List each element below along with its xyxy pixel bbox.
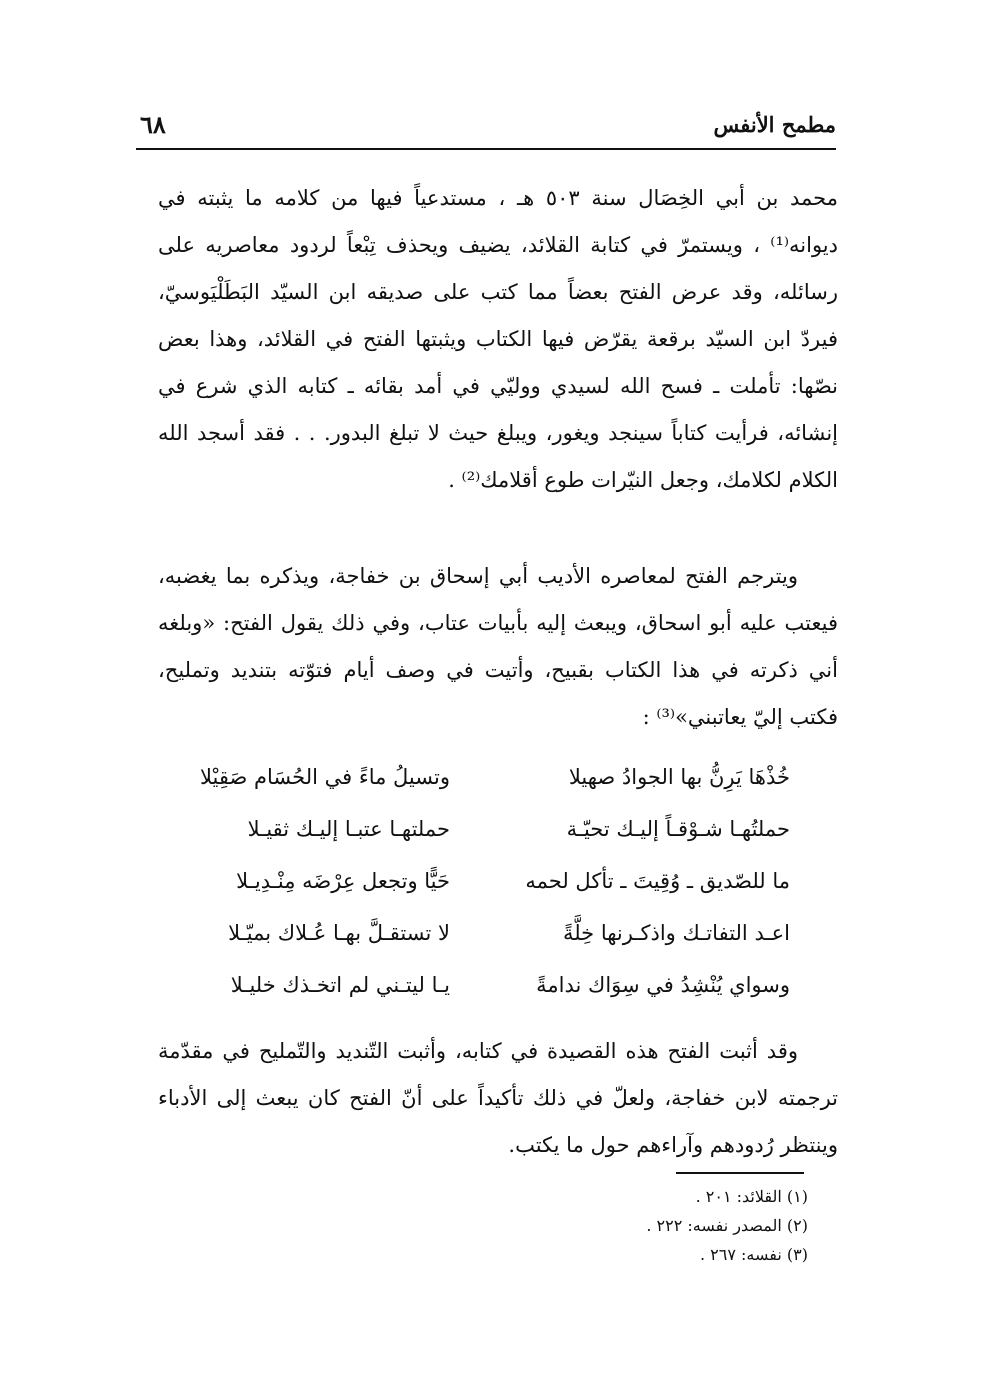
poem [150, 765, 790, 1025]
footnote: (٢) المصدر نفسه: ٢٢٢ . [646, 1216, 808, 1235]
poem-verse [150, 817, 790, 869]
verse-first-hemistich: حملتُهـا شـوْقـاً إليـك تحيّـة [566, 817, 790, 841]
poem-verse [150, 765, 790, 817]
verse-second-hemistich: لا تستقـلَّ بهـا عُـلاك بميّـلا [228, 921, 450, 945]
verse-first-hemistich: اعـد التفاتـك واذكـرنها خِلَّةً [562, 921, 790, 945]
verse-second-hemistich: وتسيلُ ماءً في الحُسَام صَقِيْلا [200, 765, 450, 789]
footnote: (١) القلائد: ٢٠١ . [695, 1187, 808, 1206]
footnote: (٣) نفسه: ٢٦٧ . [700, 1245, 808, 1264]
verse-first-hemistich: وسواي يُنْشِدُ في سِوَاك ندامةً [536, 973, 790, 997]
verse-first-hemistich: خُذْهَا يَرِنُّ بها الجوادُ صهيلا [568, 765, 790, 789]
page-title: مطمح الأنفس [713, 112, 836, 137]
poem-verse [150, 973, 790, 1025]
verse-second-hemistich: حملتهـا عتبـا إليـك ثقيـلا [247, 817, 450, 841]
paragraph-2: ويترجم الفتح لمعاصره الأديب أبي إسحاق بن خفاجة، ويذكره بما يغضبه، فيعتب عليه أبو اسحاق، ويبعث إليه بأبيات عتاب، وفي ذلك يقول الفتح: «وبلغه أني ذكرته في هذا الكتاب بقبيح، وأتيت في وصف أيام فتوّته بتنديد وتمليح، فكتب إليّ يعاتبني»⁽³⁾ : [158, 564, 838, 729]
poem-verse [150, 921, 790, 973]
footnote-divider [676, 1172, 804, 1174]
running-header [136, 108, 836, 150]
footnotes [408, 1182, 808, 1269]
verse-second-hemistich: حَيًّا وتجعل عِرْضَه مِنْـدِيـلا [236, 869, 450, 893]
paragraph-3: وقد أثبت الفتح هذه القصيدة في كتابه، وأثبت التّنديد والتّمليح في مقدّمة ترجمته لابن خفاجة، ولعلّ في ذلك تأكيداً على أنّ الفتح كان يبعث إلى الأدباء وينتظر رُدودهم وآراءهم حول ما يكتب. [158, 1039, 838, 1157]
verse-second-hemistich: يـا ليتـني لم اتخـذك خليـلا [230, 973, 450, 997]
paragraph-1: محمد بن أبي الخِصَال سنة ٥٠٣ هـ ، مستدعياً فيها من كلامه ما يثبته في ديوانه⁽¹⁾ ، ويستمرّ في كتابة القلائد، يضيف ويحذف تِبْعاً لردود معاصريه على رسائله، وقد عرض الفتح بعضاً مما كتب على صديقه ابن السيّد البَطَلْيَوسيّ، فيردّ ابن السيّد برقعة يقرّض فيها الكتاب ويثبتها الفتح في القلائد، وهذا بعض نصّها: تأملت ـ فسح الله لسيدي ووليّي في أمد بقائه ـ كتابه الذي شرع في إنشائه، فرأيت كتاباً سينجد ويغور، ويبلغ حيث لا تبلغ البدور. . . فقد أسجد الله الكلام لكلامك، وجعل النيّرات طوع أقلامك⁽²⁾ . [158, 186, 838, 492]
verse-first-hemistich: ما للصّديق ـ وُقِيتَ ـ تأكل لحمه [525, 869, 790, 893]
page-number: ٦٨ [140, 110, 166, 139]
poem-verse [150, 869, 790, 921]
